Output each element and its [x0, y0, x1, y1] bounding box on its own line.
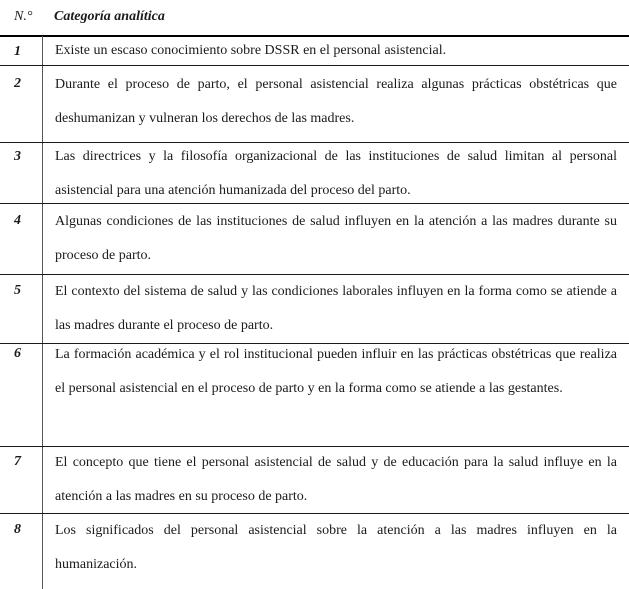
table-row — [0, 514, 629, 584]
row-category-text: Los significados del personal asistencial sobre la atención a las madres influyen en la humanización. — [55, 523, 617, 572]
row-number: 3 — [14, 149, 21, 164]
table-row — [0, 143, 629, 203]
row-number: 6 — [14, 346, 21, 361]
table-row — [0, 447, 629, 513]
row-number: 2 — [14, 76, 21, 91]
table-header — [0, 0, 629, 34]
number-column-header: N.° — [14, 9, 33, 24]
table-row — [0, 37, 629, 65]
row-category-text: Durante el proceso de parto, el personal asistencial realiza algunas prácticas obstétricas que deshumanizan y vulneran los derechos de las madres. — [55, 77, 617, 126]
table-row — [0, 275, 629, 343]
row-category-text: La formación académica y el rol institucional pueden influir en las prácticas obstétricas que realiza el personal asistencial en el proceso de parto y en la forma como se atiende a las gestantes. — [55, 347, 617, 396]
row-number: 7 — [14, 454, 21, 469]
row-number: 8 — [14, 522, 21, 537]
row-category-text: Las directrices y la filosofía organizacional de las instituciones de salud limitan al personal asistencial para una atención humanizada del proceso del parto. — [55, 149, 617, 198]
row-category-text: Algunas condiciones de las instituciones de salud influyen en la atención a las madres durante su proceso de parto. — [55, 214, 617, 263]
table-row — [0, 344, 629, 446]
row-number: 5 — [14, 283, 21, 298]
row-category-text: El concepto que tiene el personal asistencial de salud y de educación para la salud influye en la atención a las madres en su proceso de parto. — [55, 455, 617, 504]
category-column-header: Categoría analítica — [54, 9, 165, 24]
row-number: 1 — [14, 44, 21, 59]
row-number: 4 — [14, 213, 21, 228]
row-category-text: Existe un escaso conocimiento sobre DSSR en el personal asistencial. — [55, 43, 447, 58]
table-row — [0, 66, 629, 142]
table-row — [0, 204, 629, 274]
row-category-text: El contexto del sistema de salud y las condiciones laborales influyen en la forma como se atiende a las madres durante el proceso de parto. — [55, 284, 617, 333]
